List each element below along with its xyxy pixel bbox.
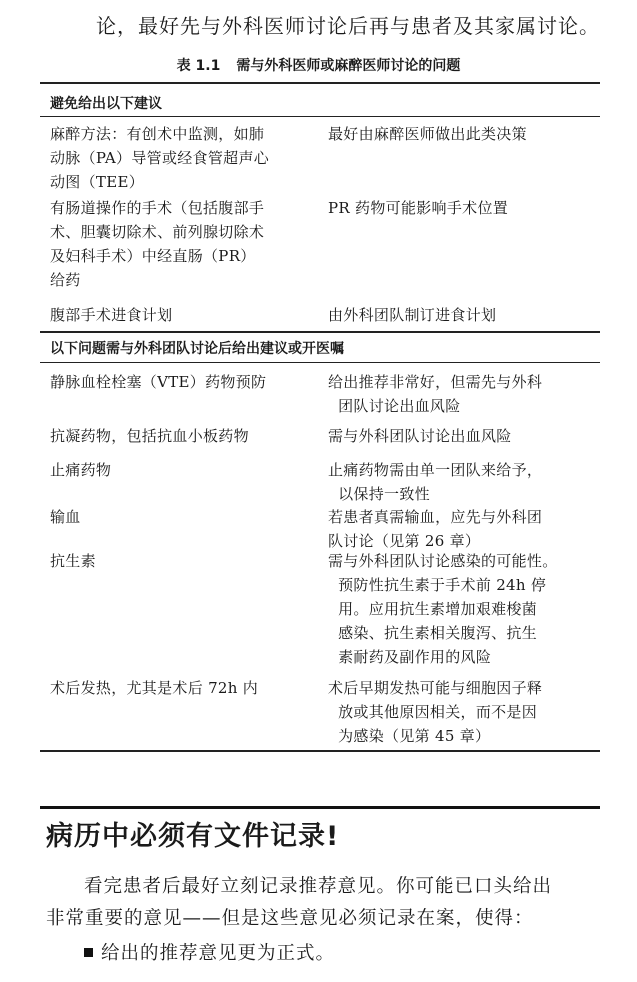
table-cell-issue: 术后发热，尤其是术后 72h 内 <box>50 679 259 697</box>
table-cell-recommendation: 需与外科团队讨论感染的可能性。 预防性抗生素于手术前 24h 停 用。应用抗生素增加艰难梭菌 感染、抗生素相关腹泻、抗生 素耐药及副作用的风险 <box>328 552 558 666</box>
table-caption <box>0 55 637 75</box>
table-cell-recommendation: 止痛药物需由单一团队来给予， 以保持一致性 <box>328 461 543 503</box>
table-cell-recommendation: 由外科团队制订进食计划 <box>328 306 497 324</box>
table-cell-recommendation: 术后早期发热可能与细胞因子释 放或其他原因相关，而不是因 为感染（见第 45 章） <box>328 679 543 745</box>
table-cell-issue: 输血 <box>50 508 81 526</box>
table-cell-recommendation: 给出推荐非常好，但需先与外科 团队讨论出血风险 <box>328 373 543 415</box>
section-divider <box>40 331 600 333</box>
table-cell-issue: 有肠道操作的手术（包括腹部手 术、胆囊切除术、前列腺切除术 及妇科手术）中经直肠（PR） 给药 <box>50 199 265 289</box>
preceding-text-line: 论，最好先与外科医师讨论后再与患者及其家属讨论。 <box>96 14 600 38</box>
square-bullet-icon <box>84 948 93 957</box>
table-cell-issue: 麻醉方法：有创术中监测，如肺 动脉（PA）导管或经食管超声心 动图（TEE） <box>50 125 270 191</box>
table-cell-issue: 腹部手术进食计划 <box>50 306 173 324</box>
heading-rule <box>40 806 600 809</box>
table-title: 需与外科医师或麻醉医师讨论的问题 <box>236 58 461 74</box>
table-top-rule <box>40 82 600 84</box>
bullet-item <box>84 939 335 965</box>
section-title: 病历中必须有文件记录! <box>46 821 340 852</box>
body-paragraph-line: 非常重要的意见——但是这些意见必须记录在案，使得： <box>46 908 534 929</box>
table-cell-issue: 静脉血栓栓塞（VTE）药物预防 <box>50 373 267 391</box>
table-cell-recommendation: 最好由麻醉医师做出此类决策 <box>328 125 527 143</box>
table-cell-issue: 止痛药物 <box>50 461 112 479</box>
table-cell-recommendation: 若患者真需输血，应先与外科团 队讨论（见第 26 章） <box>328 508 543 550</box>
table-cell-issue: 抗凝药物，包括抗血小板药物 <box>50 427 249 445</box>
table-number: 表 1.1 <box>176 58 221 74</box>
section-heading-avoid: 避免给出以下建议 <box>50 96 162 112</box>
section-divider <box>40 116 600 117</box>
table-cell-recommendation: 需与外科团队讨论出血风险 <box>328 427 512 445</box>
section-divider <box>40 362 600 363</box>
table-bottom-rule <box>40 750 600 752</box>
table-cell-issue: 抗生素 <box>50 552 96 570</box>
section-heading-discuss: 以下问题需与外科团队讨论后给出建议或开医嘱 <box>50 341 344 357</box>
bullet-text: 给出的推荐意见更为正式。 <box>101 943 336 964</box>
table-cell-recommendation: PR 药物可能影响手术位置 <box>328 199 509 217</box>
body-paragraph-line: 看完患者后最好立刻记录推荐意见。你可能已口头给出 <box>84 876 553 897</box>
